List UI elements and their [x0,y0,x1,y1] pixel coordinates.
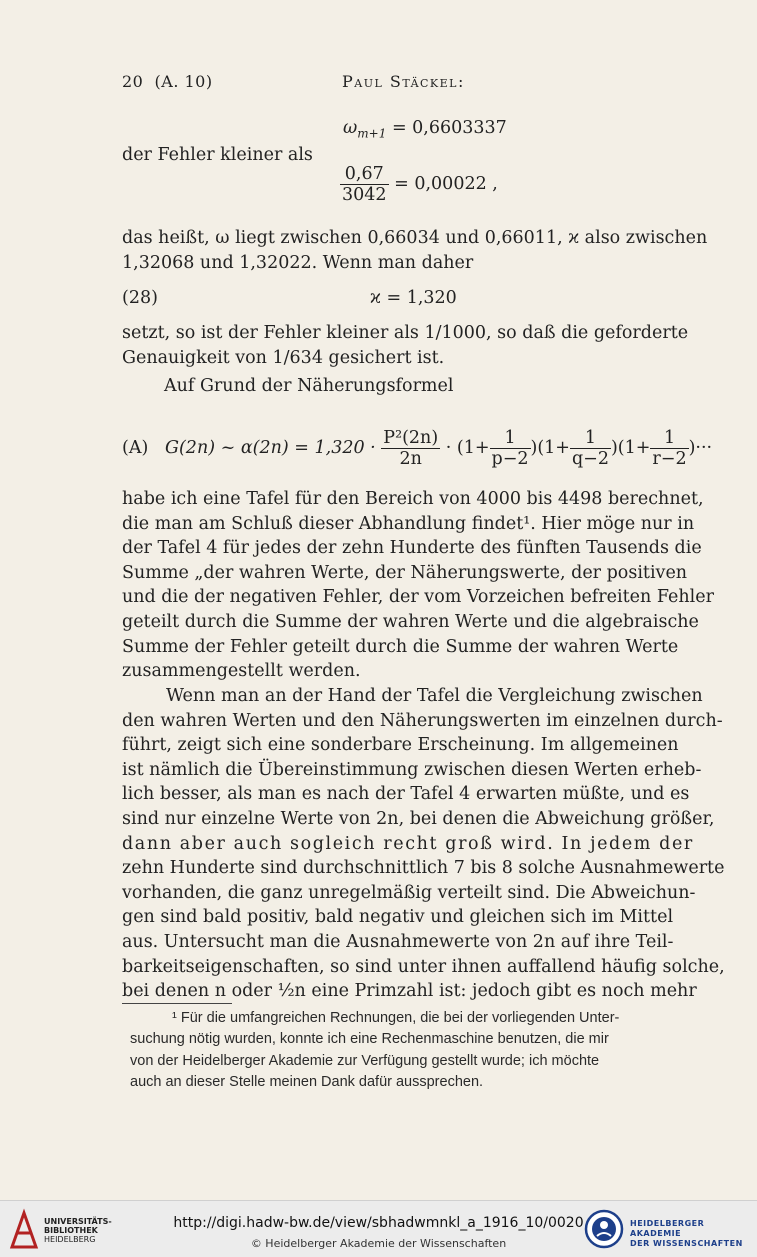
text-fehler-kleiner: der Fehler kleiner als [122,145,313,165]
academy-name: HEIDELBERGER AKADEMIE DER WISSENSCHAFTEN [630,1219,743,1248]
paragraph-1: das heißt, ω liegt zwischen 0,66034 und 0,66011, ϰ also zwischen 1,32068 und 1,32022. Wenn man daher [122,228,708,273]
copyright-notice: © Heidelberger Akademie der Wissenschaften [250,1237,507,1250]
equation-A: (A) G(2n) ~ α(2n) = 1,320 · $\frac{\text{P²(2n)}}{2n}$ · (1+ $\frac{1}{p-2}$ )(1+ $\frac{1}{q-2}$ )(1+ $\frac{1}{r-2}$ )··· [122,428,713,469]
equation-28: ϰ = 1,320 [370,288,457,308]
paragraph-5: Wenn man an der Hand der Tafel die Vergleichung zwischen den wahren Werten und den Näherungswerten im einzelnen durch- führt, zeigt sich eine sonderbare Erscheinung. Im allgemeinen ist nämlich die Übereinstimmung zwischen diesen Werten erheb- lich besser, als man es nach der Tafel 4 erwarten müßte, und es sind nur einzelne Werte von 2n, bei denen die Abweichung größer, dann aber auch sogleich recht groß wird. In jedem der zehn Hunderte sind durchschnittlich 7 bis 8 solche Ausnahmewerte vorhanden, die ganz unregelmäßig verteilt sind. Die Abweichun- gen sind bald positiv, bald negativ und gleichen sich im Mittel aus. Untersucht man die Ausnahmewerte von 2n auf ihre Teil- barkeitseigenschaften, so sind unter ihnen auffallend häufig solche, bei denen n oder ½n eine Primzahl ist: jedoch gibt es noch mehr [122,686,725,1002]
running-head: Paul Stäckel: [342,72,465,91]
equation-omega: $\omega_{m+1} = 0,6603337$ [343,118,507,141]
viewer-footer [0,1200,757,1257]
equation-fraction: $\frac{0,67}{3042}$ = 0,00022 , [342,164,498,205]
equation-28-label: (28) [122,288,158,308]
footnote-rule [122,1003,232,1004]
page-number: 20 (A. 10) [122,72,213,91]
academy-seal-icon [584,1206,624,1252]
university-library-name: UNIVERSITÄTS- BIBLIOTHEK HEIDELBERG [44,1217,112,1244]
footnote: ¹ Für die umfangreichen Rechnungen, die bei der vorliegenden Unter- suchung nötig wurden, konnte ich eine Rechenmaschine benutzen, die mir von der Heidelberger Akademie zur Verfügung gestellt wurde; ich möchte auch an dieser Stelle meinen Dank dafür aussprechen. [130,1010,620,1090]
paragraph-3: Auf Grund der Näherungsformel [164,376,454,396]
paragraph-2: setzt, so ist der Fehler kleiner als 1/1000, so daß die geforderte Genauigkeit von 1/634 gesichert ist. [122,323,689,368]
permalink-url[interactable]: http://digi.hadw-bw.de/view/sbhadwmnkl_a_1916_10/0020 [173,1215,584,1231]
paragraph-4: habe ich eine Tafel für den Bereich von 4000 bis 4498 berechnet, die man am Schluß dieser Abhandlung findet¹. Hier möge nur in der Tafel 4 für jedes der zehn Hunderte des fünften Tausends die Summe „der wahren Werte, der Näherungswerte, der positiven und die der negativen Fehler, der vom Vorzeichen befreiten Fehler geteilt durch die Summe der wahren Werte und die algebraische Summe der Fehler geteilt durch die Summe der wahren Werte zusammengestellt werden. [122,489,714,682]
